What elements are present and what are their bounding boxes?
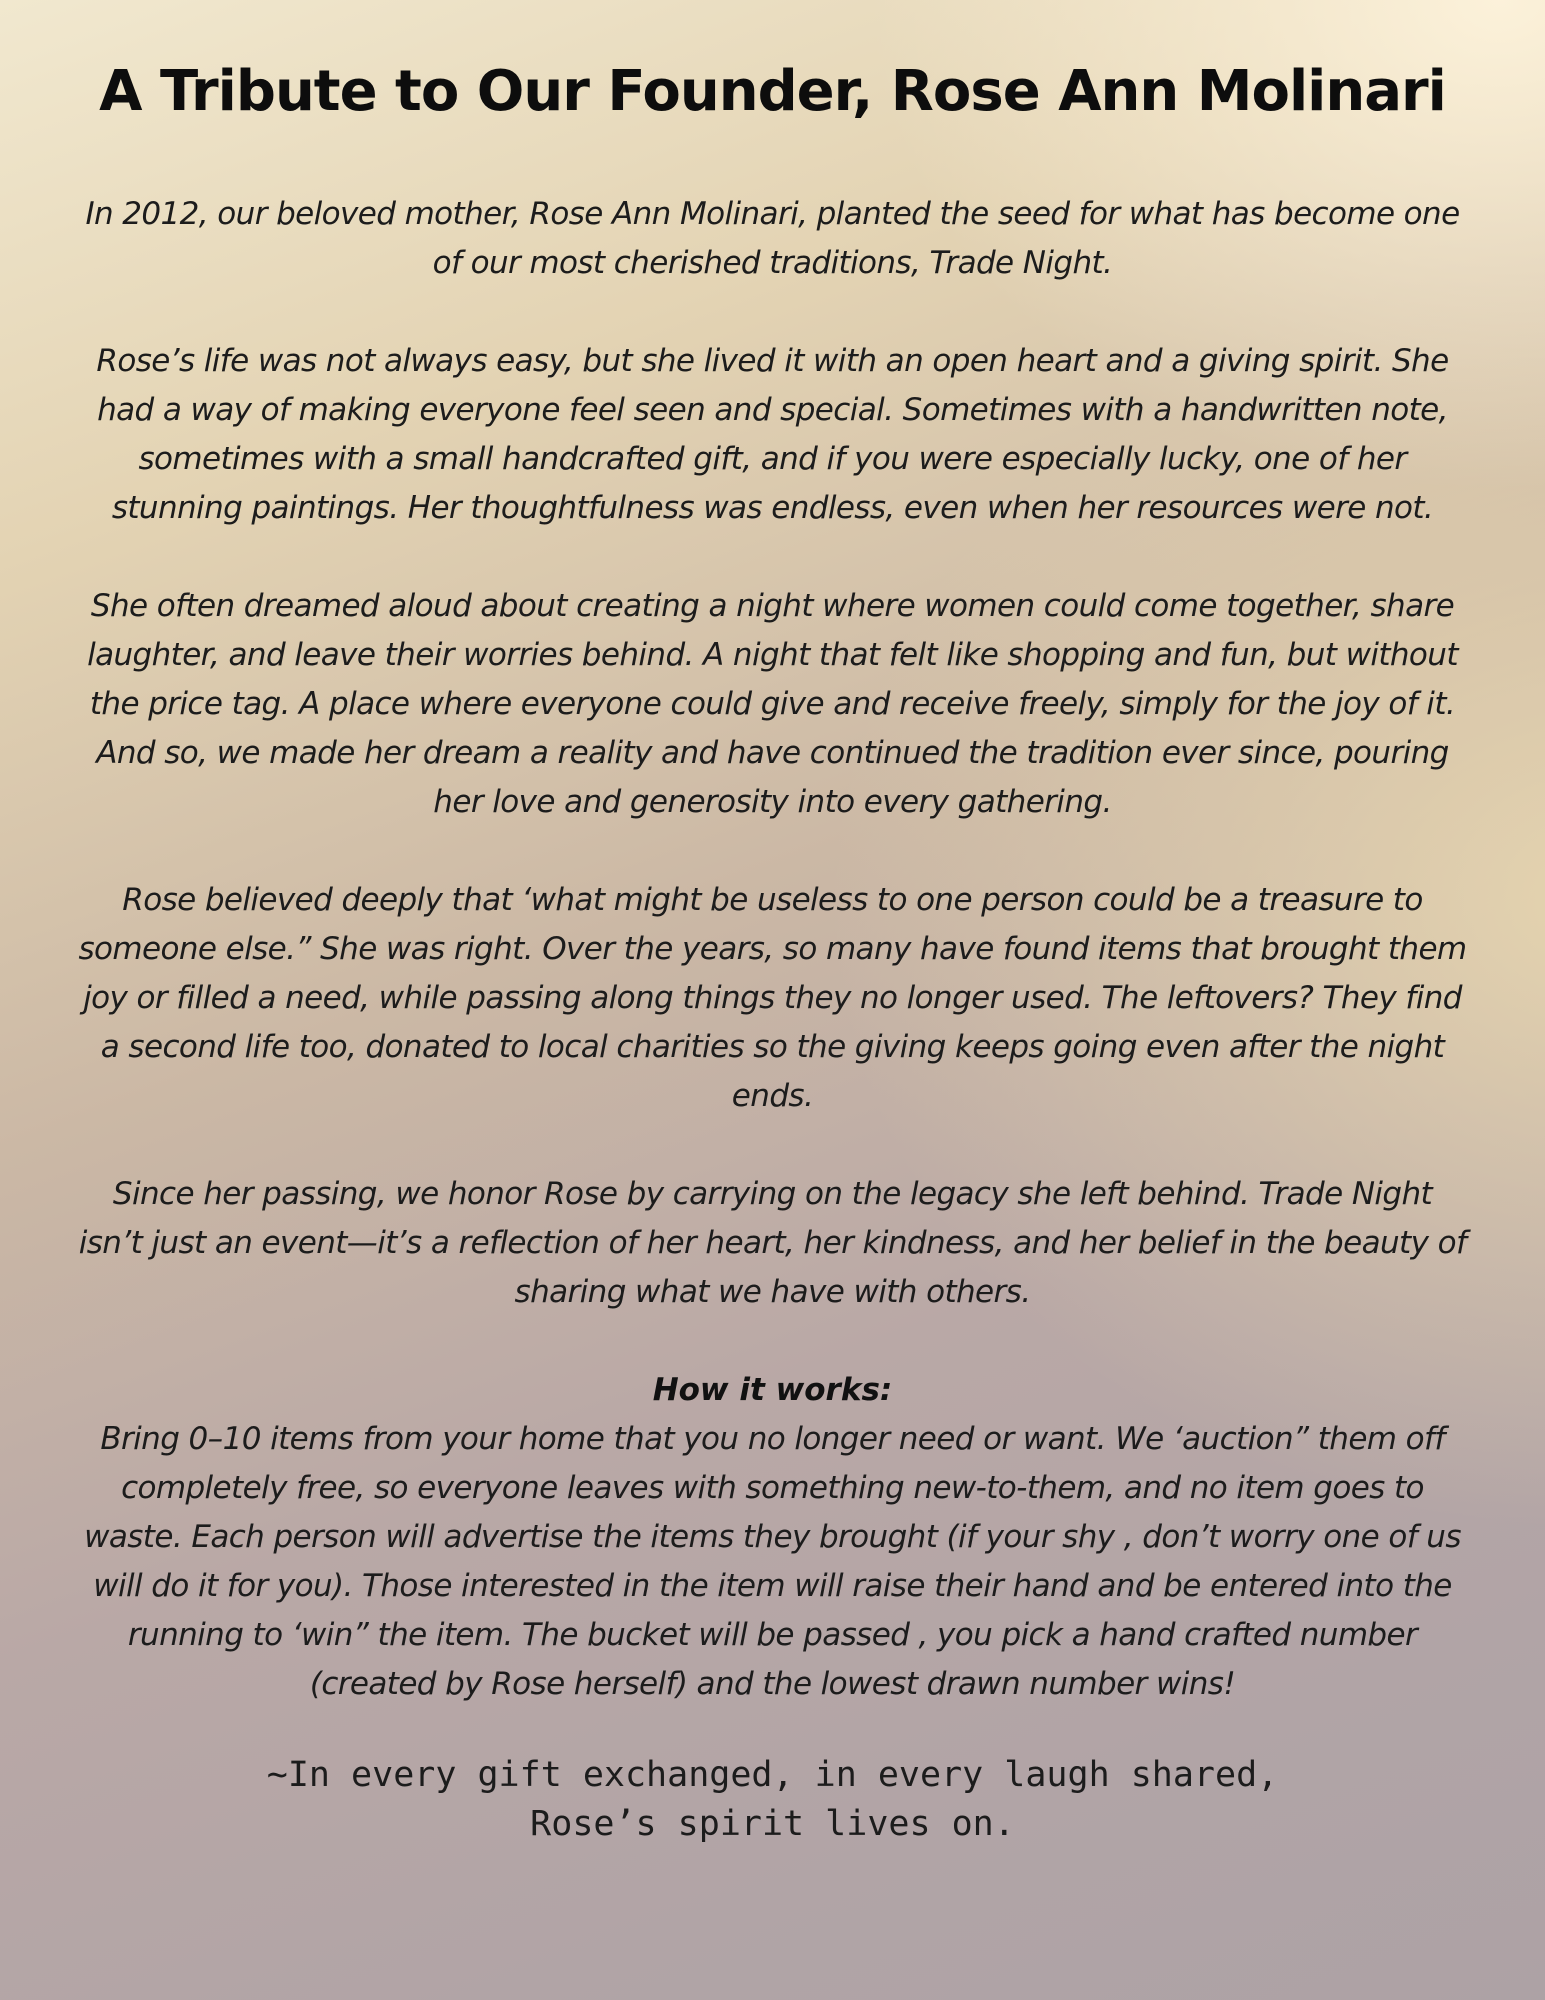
paragraph-rose-life: Rose’s life was not always easy, but she lived it with an open heart and a giving spirit. She had a way of making everyone feel seen and special. Sometimes with a handwritten note, sometimes with a small handcrafted gift, and if you were especially lucky, one of her stunning paintings. Her thoughtfulness was endless, even when her resources were not.	[96, 343, 1449, 526]
how-it-works-heading: How it works:	[652, 1372, 893, 1408]
paragraph-dream: She often dreamed aloud about creating a night where women could come together, share laughter, and leave their worries behind. A night that felt like shopping and fun, but without the price tag. A place where everyone could give and receive freely, simply for the joy of it. And so, we made her dream a reality and have continued the tradition ever since, pouring her love and generosity into every gathering.	[87, 588, 1458, 820]
how-it-works-body: Bring 0–10 items from your home that you no longer need or want. We ‘auction” them off completely free, so everyone leaves with something new-to-them, and no item goes to waste. Each person will advertise the items they brought (if your shy , don’t worry one of us will do it for you). Those interested in the item will raise their hand and be entered into the running to ‘win” the item. The bucket will be passed , you pick a hand crafted number (created by Rose herself) and the lowest drawn number wins!	[84, 1421, 1461, 1702]
closing-line-1: ~In every gift exchanged, in every laugh shared,	[266, 1755, 1279, 1795]
paragraph-belief: Rose believed deeply that ‘what might be useless to one person could be a treasure to someone else.” She was right. Over the years, so many have found items that brought them joy or filled a need, while passing along things they no longer used. The leftovers? They find a second life too, donated to local charities so the giving keeps going even after the night ends.	[78, 882, 1467, 1114]
page-title: A Tribute to Our Founder, Rose Ann Molinari	[99, 59, 1446, 124]
how-it-works-section	[78, 1366, 1467, 1709]
closing-line-2: Rose’s spirit lives on.	[530, 1804, 1015, 1844]
closing-quote	[78, 1751, 1467, 1849]
paragraph-origin: In 2012, our beloved mother, Rose Ann Molinari, planted the seed for what has become one of our most cherished traditions, Trade Night.	[85, 196, 1460, 281]
paragraph-legacy: Since her passing, we honor Rose by carrying on the legacy she left behind. Trade Night isn’t just an event—it’s a reflection of her heart, her kindness, and her belief in the beauty of sharing what we have with others.	[78, 1176, 1467, 1310]
